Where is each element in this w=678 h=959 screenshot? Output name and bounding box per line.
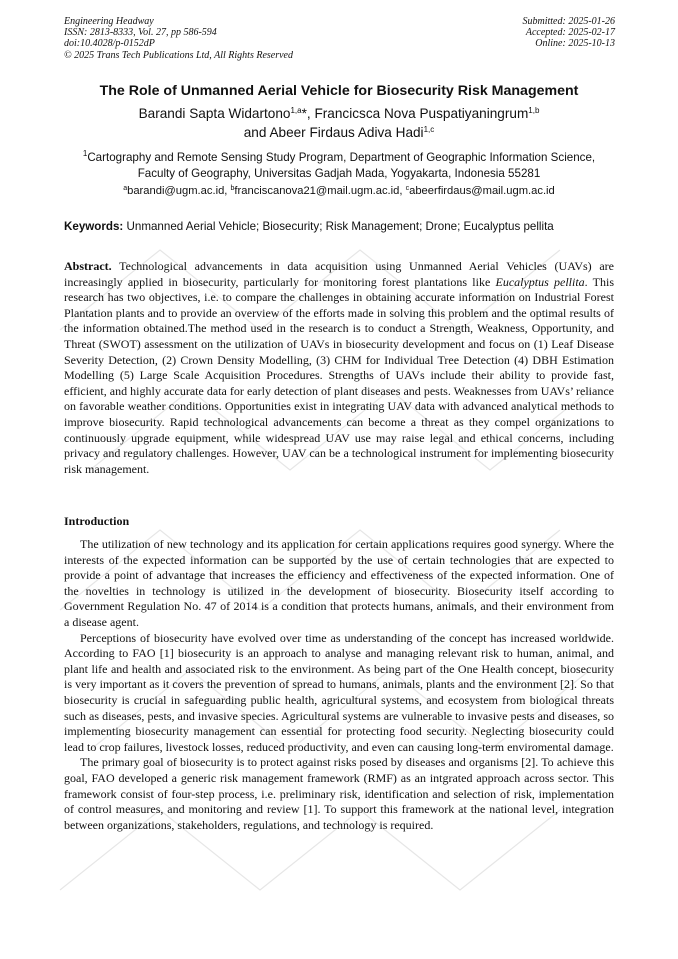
email-link[interactable]: barandi@ugm.ac.id, [127, 185, 231, 197]
journal-doi[interactable]: doi:10.4028/p-0152dP [64, 38, 155, 50]
author-name: Barandi Sapta Widartono [138, 106, 291, 121]
journal-issn: ISSN: 2813-8333, Vol. 27, pp 586-594 [64, 27, 217, 39]
email-link[interactable]: franciscanova21@mail.ugm.ac.id, [234, 185, 406, 197]
journal-info [64, 16, 293, 61]
corresponding-mark: *, [301, 106, 315, 121]
abstract-text-post: . This research has two objectives, i.e. to compare the challenges in obtaining accurate information on Industrial Forest Plantation plants and to provide an overview of the efforts made in solving this problem and the optimal results of the information obtained.The method used in the research is to conduct a Strength, Weakness, Opportunity, and Threat (SWOT) assessment on the utilization of UAVs in biosecurity development and focus on (1) Leaf Disease Severity Detection, (2) Crown Density Modelling, (3) CHM for Individual Tree Detection (4) DBH Estimation Modelling (5) Large Scale Acquisition Procedures. Strengths of UAVs include their ability to provide fast, efficient, and highly accurate data for early detection of plant diseases and pests. Weaknesses from UAVs’ reliance on favorable weather conditions. Opportunities exist in integrating UAV data with advanced analytical methods to improve biosecurity. Rapid technological advancements can become a threat as they compel organizations to continuously upgrade equipment, while widespread UAV use may raise legal and ethical concerns, including privacy and regulatory challenges. However, UAV can be a technological instrument for implementing biosecurity risk management. [64, 274, 614, 476]
paragraph: The primary goal of biosecurity is to protect against risks posed by diseases and organisms [2]. To achieve this goal, FAO developed a generic risk management framework (RMF) as an intgrated approach across sector. This framework consist of four-step process, i.e. preliminary risk, identification and selection of risk, implementation of control measures, and monitoring and review [1]. To support this framework at the national level, integration between organizations, stakeholders, regulations, and technology is required. [64, 755, 614, 832]
and-word: and [243, 124, 270, 140]
abstract-paragraph [64, 259, 614, 477]
author-affil-sup: 1,b [528, 106, 540, 115]
author-name: Abeer Firdaus Adiva Hadi [269, 124, 424, 140]
author-affil-sup: 1,c [423, 124, 435, 134]
affiliation [70, 150, 608, 182]
paragraph: The utilization of new technology and its application for certain applications requires good synergy. Where the interests of the expected information can be supported by the use of certain technologies that are expected to provide a point of advantage that increases the efficiency and effectiveness of the expected information. One of the novelties in technology is utilized in the development of biosecurity. Biosecurity itself according to Government Regulation No. 47 of 2014 is a condition that protects humans, animals, and their environment from a disease agent. [64, 537, 614, 629]
journal-name: Engineering Headway [64, 16, 154, 27]
section-heading-introduction: Introduction [64, 514, 130, 528]
author-emails [40, 185, 638, 197]
abstract-label: Abstract. [64, 259, 112, 273]
email-link[interactable]: abeerfirdaus@mail.ugm.ac.id [409, 185, 555, 197]
email-sup: b [230, 185, 235, 192]
author-affil-sup: 1,a [290, 106, 302, 115]
paragraph: Perceptions of biosecurity have evolved over time as understanding of the concept has increased worldwide. According to FAO [1] biosecurity is an approach to analyse and managing relevant risk to human, animal, and plant life and health and associated risk to the environment. As being part of the One Health concept, biosecurity is very important as it covers the prevention of spread to humans, animals, plants and the environment [2]. So that biosecurity is crucial in safeguarding public health, agricultural systems, and ecosystem from biological threats such as diseases, pests, and invasive species. Agricultural systems are vulnerable to invasive pests and diseases, so implementing biosecurity management can essential for protecting food security. Neglecting biosecurity could lead to crop failures, livestock losses, reduced productivity, and even can causing long-term enviromental damage. [64, 630, 614, 754]
affiliation-sup: 1 [82, 149, 88, 158]
keywords-text: Unmanned Aerial Vehicle; Biosecurity; Risk Management; Drone; Eucalyptus pellita [123, 220, 554, 233]
publication-dates [523, 16, 616, 50]
keywords-label: Keywords: [64, 220, 124, 233]
abstract-text-pre: Technological advancements in data acquisition using Unmanned Aerial Vehicles (UAVs) are increasingly applied in biosecurity, particularly for monitoring forest plantations like [64, 259, 614, 289]
keywords [64, 220, 624, 233]
affiliation-text: Cartography and Remote Sensing Study Program, Department of Geographic Information Science, Faculty of Geography, Universitas Gadjah Mada, Yogyakarta, Indonesia 55281 [87, 151, 596, 180]
author-name: Francicsca Nova Puspatiyaningrum [314, 106, 529, 121]
introduction-body [64, 537, 614, 833]
species-name: Eucalyptus pellita [495, 274, 585, 289]
email-sup: c [405, 185, 410, 192]
author-list [40, 105, 638, 142]
online-date: Online: 2025-10-13 [535, 38, 615, 50]
accepted-date: Accepted: 2025-02-17 [525, 27, 615, 39]
paper-title: The Role of Unmanned Aerial Vehicle for Biosecurity Risk Management [99, 83, 579, 99]
email-sup: a [123, 185, 128, 192]
abstract [64, 259, 614, 477]
copyright: © 2025 Trans Tech Publications Ltd, All Rights Reserved [64, 49, 293, 61]
submitted-date: Submitted: 2025-01-26 [522, 16, 615, 27]
